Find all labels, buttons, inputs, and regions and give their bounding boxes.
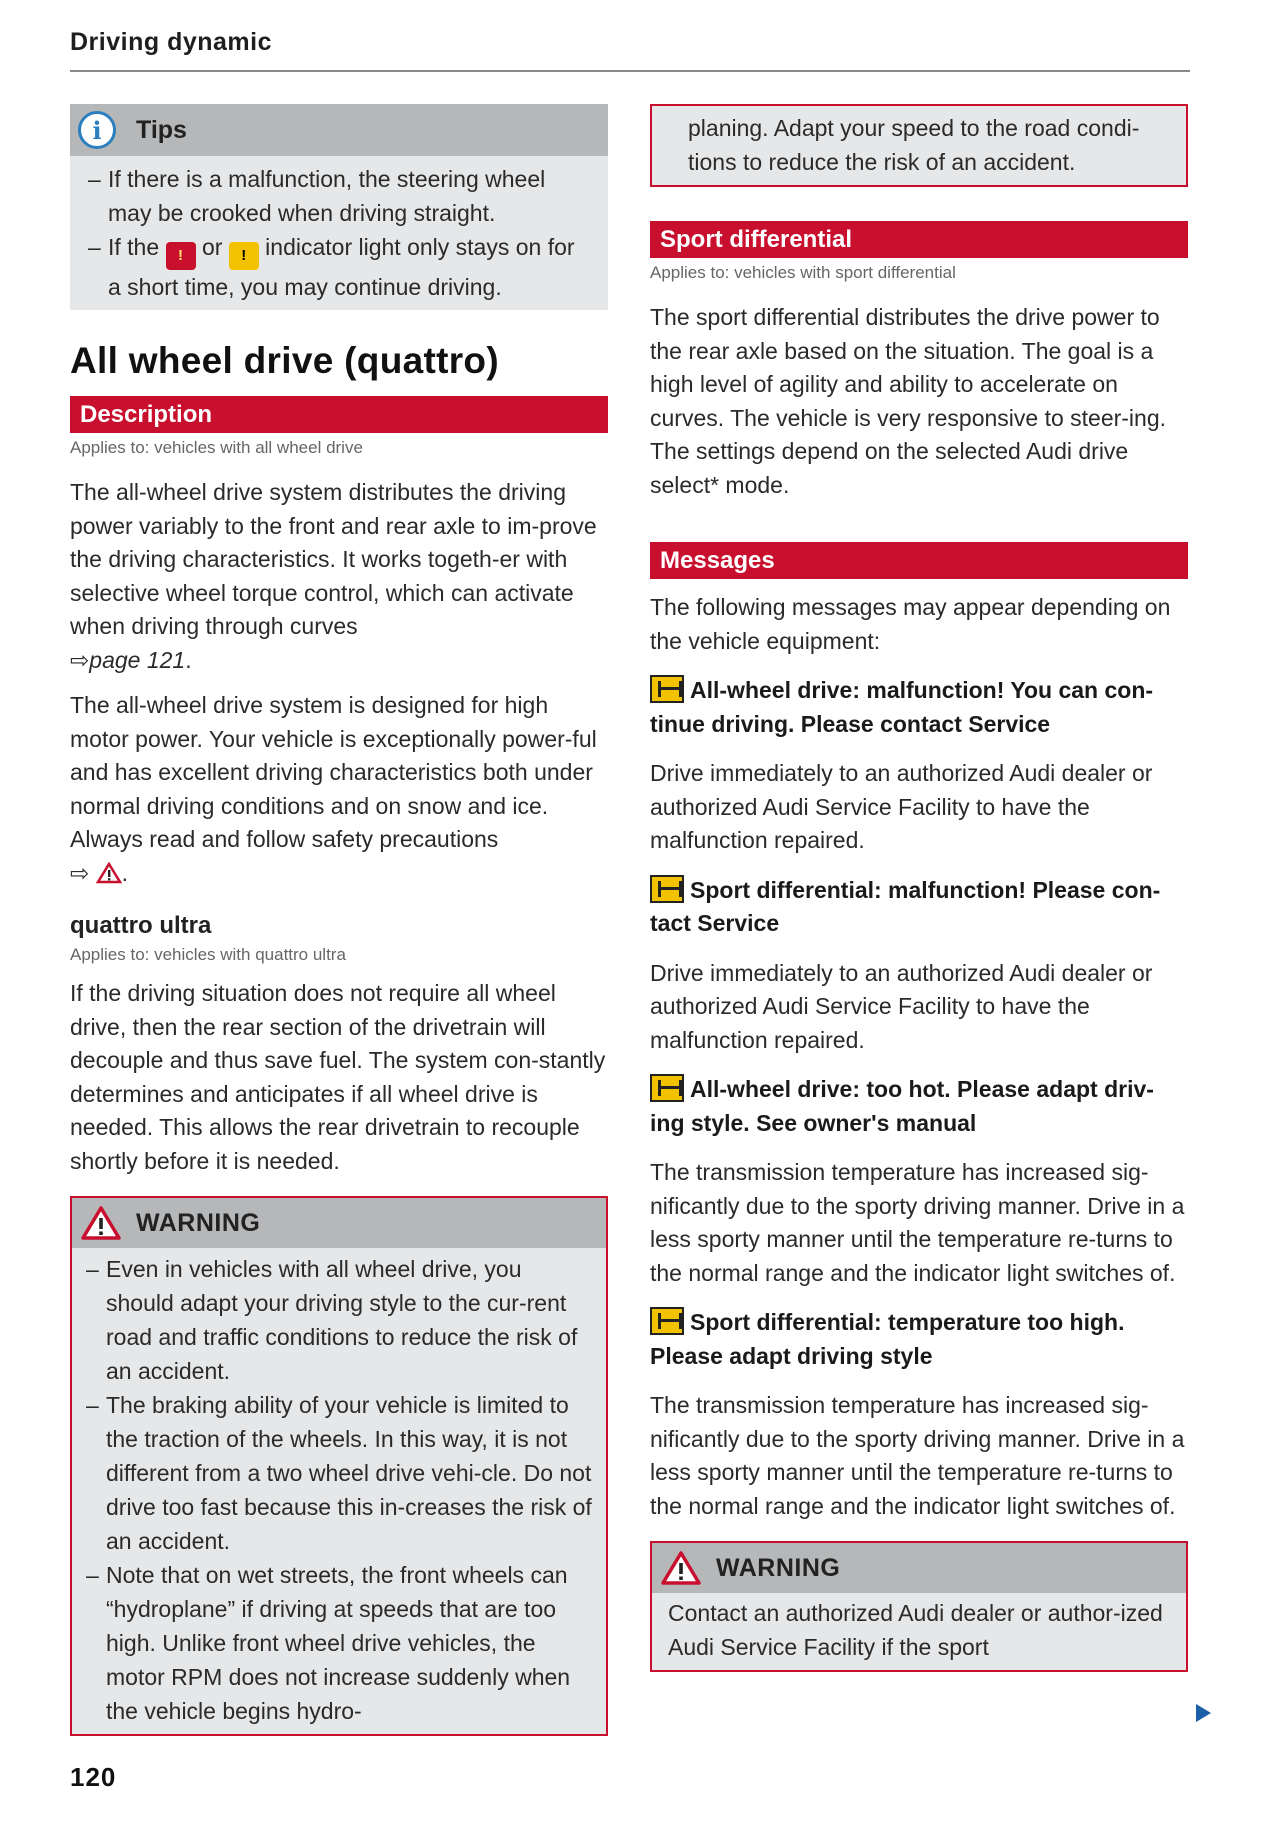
warning-header — [652, 1543, 1186, 1593]
messages-intro: The following messages may appear depending on the vehicle equipment: — [650, 594, 1171, 654]
warning-icon — [80, 1205, 122, 1241]
right-column — [650, 104, 1188, 1672]
page-reference-link[interactable]: page 121 — [89, 646, 186, 673]
warning-icon — [660, 1550, 702, 1586]
continued-warning-box — [650, 104, 1188, 187]
tips-title: Tips — [136, 115, 187, 144]
message-item: All-wheel drive: malfunction! You can con-tinue driving. Please contact Service Drive immediately to an authorized Audi dealer or authorized Audi Service Facility to have the malfunction repaired. — [650, 677, 1154, 853]
page-number: 120 — [70, 1762, 117, 1792]
subsection-title: quattro ultra — [70, 912, 212, 939]
messages-bar: Messages — [650, 542, 1188, 579]
warning-title: WARNING — [716, 1553, 841, 1582]
description-paragraph: The all-wheel drive system distributes the driving power variably to the front and rear axle to im-prove the driving characteristics. It works togeth-er with selective wheel torque control, which can activate when driving through curves ⇨page 121. — [70, 479, 597, 673]
drivetrain-warning-icon — [650, 675, 684, 703]
sport-differential-bar: Sport differential — [650, 221, 1188, 258]
warning-body: Contact an authorized Audi dealer or author-ized Audi Service Facility if the sport — [668, 1600, 1163, 1660]
warning-item: – Even in vehicles with all wheel drive, you should adapt your driving style to the cur-rent road and traffic conditions to reduce the risk of an accident. — [86, 1256, 578, 1384]
description-paragraph: The all-wheel drive system is designed for high motor power. Your vehicle is exceptionally power-ful and has excellent driving characteristics both under normal driving conditions and on snow and ice. Always read and follow safety precautions ⇨ . — [70, 692, 597, 886]
steering-malfunction-yellow-icon: ! — [229, 242, 259, 270]
drivetrain-warning-icon — [650, 1307, 684, 1335]
warning-header — [72, 1198, 606, 1248]
header-title: Driving dynamic — [70, 28, 272, 56]
tips-item: – If there is a malfunction, the steering wheel may be crooked when driving straight. — [88, 166, 546, 226]
tips-header — [70, 104, 608, 156]
applies-note: Applies to: vehicles with quattro ultra — [70, 945, 346, 964]
arrow-right-icon: ⇨ — [70, 859, 90, 886]
applies-note: Applies to: vehicles with all wheel drive — [70, 438, 363, 457]
description-bar: Description — [70, 396, 608, 433]
left-column — [70, 104, 608, 1736]
continued-warning-text: planing. Adapt your speed to the road condi-tions to reduce the risk of an accident. — [688, 115, 1140, 175]
warning-body — [72, 1248, 606, 1734]
warning-triangle-icon[interactable] — [96, 862, 122, 884]
drivetrain-warning-icon — [650, 875, 684, 903]
tips-item: – If the ! or ! indicator light only stays on for a short time, you may continue driving. — [88, 234, 575, 300]
sport-differential-paragraph: The sport differential distributes the drive power to the rear axle based on the situation. The goal is a high level of agility and ability to accelerate on curves. The vehicle is very responsive to steer-ing. The settings depend on the selected Audi drive select* mode. — [650, 304, 1167, 498]
arrow-right-icon: ⇨ — [70, 646, 90, 673]
info-icon: i — [78, 111, 116, 149]
warning-box — [70, 1196, 608, 1736]
tips-box — [70, 104, 608, 310]
message-item: Sport differential: malfunction! Please con-tact Service Drive immediately to an authorized Audi dealer or authorized Audi Service Facility to have the malfunction repaired. — [650, 876, 1161, 1053]
warning-item: – Note that on wet streets, the front wheels can “hydroplane” if driving at speeds that are too high. Unlike front wheel drive vehicles, the motor RPM does not increase suddenly when the vehicle begins hydro- — [86, 1562, 571, 1724]
quattro-ultra-paragraph: If the driving situation does not require all wheel drive, then the rear section of the drivetrain will decouple and thus save fuel. The system con-stantly determines and anticipates if all wheel drive is needed. This allows the rear drivetrain to recouple shortly before it is needed. — [70, 980, 606, 1174]
warning-title: WARNING — [136, 1208, 261, 1237]
steering-malfunction-red-icon: ! — [166, 242, 196, 270]
section-title: All wheel drive (quattro) — [70, 340, 499, 381]
tips-body — [70, 156, 608, 310]
drivetrain-warning-icon — [650, 1074, 684, 1102]
message-item: Sport differential: temperature too high. Please adapt driving style The transmission temperature has increased sig-nificantly due to the sporty driving manner. Drive in a less sporty manner until the temperature re-turns to the normal range and the indicator light switches of. — [650, 1309, 1185, 1519]
warning-item: – The braking ability of your vehicle is limited to the traction of the wheels. In this way, it is not different from a two wheel drive vehi-cle. Do not drive too fast because this in-creases the risk of an accident. — [86, 1392, 592, 1554]
next-page-arrow-icon[interactable] — [1196, 1704, 1211, 1722]
message-item: All-wheel drive: too hot. Please adapt driv-ing style. See owner's manual The transmission temperature has increased sig-nificantly due to the sporty driving manner. Drive in a less sporty manner until the temperature re-turns to the normal range and the indicator light switches of. — [650, 1076, 1185, 1286]
warning-box — [650, 1541, 1188, 1672]
page-header — [70, 28, 1190, 72]
applies-note: Applies to: vehicles with sport differential — [650, 263, 956, 282]
